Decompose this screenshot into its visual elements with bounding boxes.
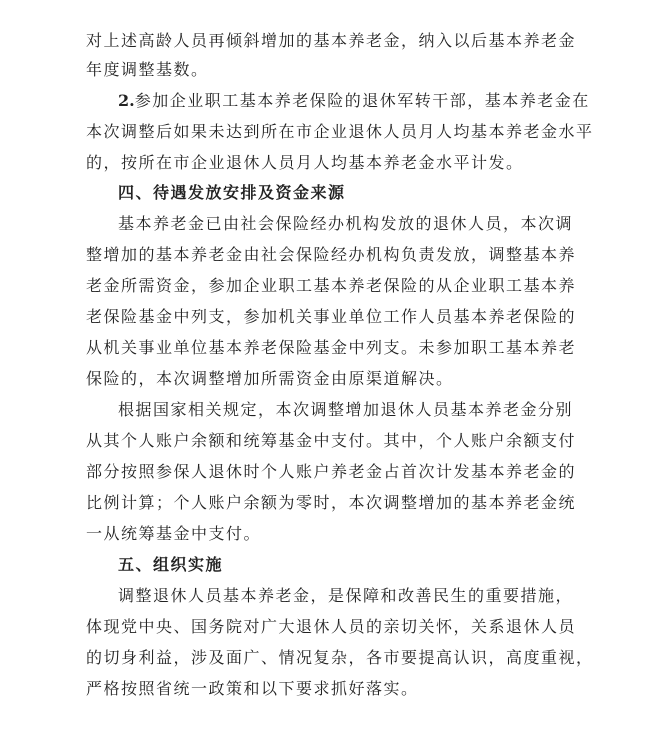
body-text-line: 年度调整基数。 bbox=[86, 60, 209, 79]
body-text-line: 从其个人账户余额和统筹基金中支付。其中，个人账户余额支付 bbox=[86, 431, 577, 450]
body-text-line: 整增加的基本养老金由社会保险经办机构负责发放，调整基本养 bbox=[86, 245, 577, 264]
numbered-paragraph-line bbox=[118, 90, 590, 112]
body-text-line: 保险的，本次调整增加所需资金由原渠道解决。 bbox=[86, 369, 454, 388]
section-heading: 四、待遇发放安排及资金来源 bbox=[118, 183, 346, 202]
body-text-line: 比例计算；个人账户余额为零时，本次调整增加的基本养老金统 bbox=[86, 493, 577, 512]
body-text-line: 老金所需资金，参加企业职工基本养老保险的从企业职工基本养 bbox=[86, 276, 577, 295]
body-text-line: 本次调整后如果未达到所在市企业退休人员月人均基本养老金水平 bbox=[86, 122, 594, 141]
body-text-line: 的切身利益，涉及面广、情况复杂，各市要提高认识，高度重视， bbox=[86, 648, 594, 667]
body-text-line: 老保险基金中列支，参加机关事业单位工作人员基本养老保险的 bbox=[86, 307, 577, 326]
item-number: 2. bbox=[118, 91, 135, 110]
body-text-line: 的，按所在市企业退休人员月人均基本养老金水平计发。 bbox=[86, 153, 524, 172]
body-text-line: 一从统筹基金中支付。 bbox=[86, 524, 262, 543]
body-text-line: 基本养老金已由社会保险经办机构发放的退休人员，本次调 bbox=[118, 214, 574, 233]
body-text-line: 调整退休人员基本养老金，是保障和改善民生的重要措施， bbox=[118, 586, 574, 605]
body-text-line: 体现党中央、国务院对广大退休人员的亲切关怀，关系退休人员 bbox=[86, 617, 577, 636]
body-text-line: 从机关事业单位基本养老保险基金中列支。未参加职工基本养老 bbox=[86, 338, 577, 357]
body-text-line: 严格按照省统一政策和以下要求抓好落实。 bbox=[86, 679, 419, 698]
section-heading: 五、组织实施 bbox=[118, 555, 224, 574]
body-text-line: 对上述高龄人员再倾斜增加的基本养老金，纳入以后基本养老金 bbox=[86, 31, 577, 50]
body-text-line: 部分按照参保人退休时个人账户养老金占首次计发基本养老金的 bbox=[86, 462, 577, 481]
body-text: 参加企业职工基本养老保险的退休军转干部，基本养老金在 bbox=[134, 91, 590, 110]
body-text-line: 根据国家相关规定，本次调整增加退休人员基本养老金分别 bbox=[118, 400, 574, 419]
